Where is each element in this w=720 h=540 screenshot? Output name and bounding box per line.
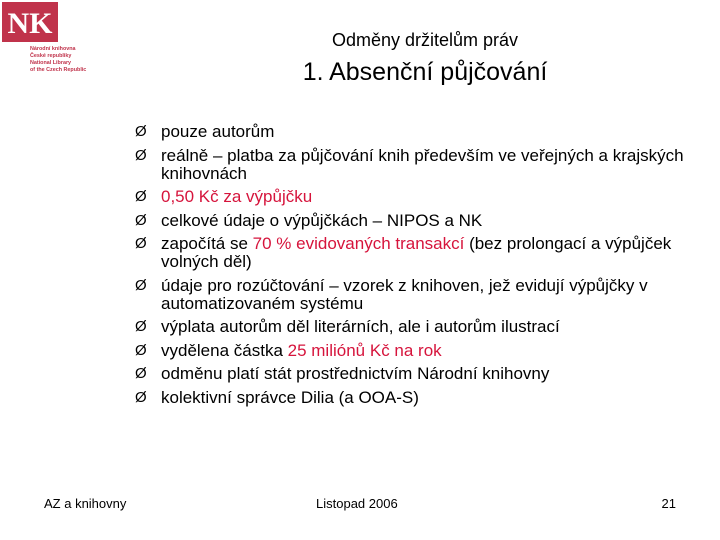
arrow-bullet-icon: Ø	[135, 388, 147, 406]
logo-line: České republiky	[30, 53, 72, 59]
bullet-item	[135, 147, 695, 183]
bullet-highlight: 70 % evidovaných transakcí	[252, 234, 465, 253]
bullet-item	[135, 235, 695, 271]
arrow-bullet-icon: Ø	[135, 341, 147, 359]
arrow-bullet-icon: Ø	[135, 123, 147, 140]
logo-text	[30, 46, 86, 74]
page-number: 21	[661, 496, 676, 511]
bullet-highlight: 25 miliónů Kč na rok	[287, 340, 442, 360]
slide-title: 1. Absenční půjčování	[302, 58, 548, 86]
arrow-bullet-icon: Ø	[135, 211, 147, 229]
bullet-text: vydělena částka	[161, 340, 288, 360]
arrow-bullet-icon: Ø	[135, 188, 147, 205]
bullet-text: započítá se	[161, 234, 253, 253]
bullet-text: celkové údaje o výpůjčkách – NIPOS a NK	[161, 210, 483, 230]
arrow-bullet-icon: Ø	[135, 146, 147, 164]
bullet-item	[135, 123, 695, 141]
svg-text:NK: NK	[7, 7, 53, 40]
logo-line: of the Czech Republic	[30, 67, 87, 73]
bullet-item	[135, 365, 695, 383]
bullet-item	[135, 188, 695, 206]
bullet-text: údaje pro rozúčtování – vzorek z knihoven, jež evidují výpůjčky v automatizovaném systému	[161, 275, 648, 313]
slide-supertitle: Odměny držitelům práv	[331, 30, 519, 50]
bullet-text: kolektivní správce Dilia (a OOA-S)	[161, 387, 419, 407]
library-logo	[2, 2, 122, 84]
arrow-bullet-icon: Ø	[135, 276, 147, 294]
bullet-text: reálně – platba za půjčování knih především ve veřejných a krajských knihovnách	[161, 145, 684, 183]
logo-line: National Library	[30, 60, 72, 66]
bullet-item	[135, 318, 695, 336]
nk-logo-icon	[2, 2, 58, 42]
bullet-text: odměnu platí stát prostřednictvím Národní knihovny	[161, 364, 550, 383]
bullet-item	[135, 389, 695, 407]
arrow-bullet-icon: Ø	[135, 235, 147, 252]
footer-author: AZ a knihovny	[44, 496, 127, 511]
bullet-text-end: (bez prolongací a výpůjček volných děl)	[161, 234, 672, 271]
footer-date: Listopad 2006	[316, 496, 398, 511]
bullet-highlight: 0,50 Kč za výpůjčku	[161, 187, 313, 206]
bullet-item	[135, 342, 695, 360]
bullet-text: pouze autorům	[161, 122, 275, 141]
arrow-bullet-icon: Ø	[135, 318, 147, 335]
bullet-item	[135, 277, 695, 313]
arrow-bullet-icon: Ø	[135, 365, 147, 382]
logo-line: Národní knihovna	[30, 46, 76, 52]
bullet-item	[135, 212, 695, 230]
bullet-text: výplata autorům děl literárních, ale i autorům ilustrací	[161, 317, 560, 336]
bullet-list	[135, 123, 695, 412]
